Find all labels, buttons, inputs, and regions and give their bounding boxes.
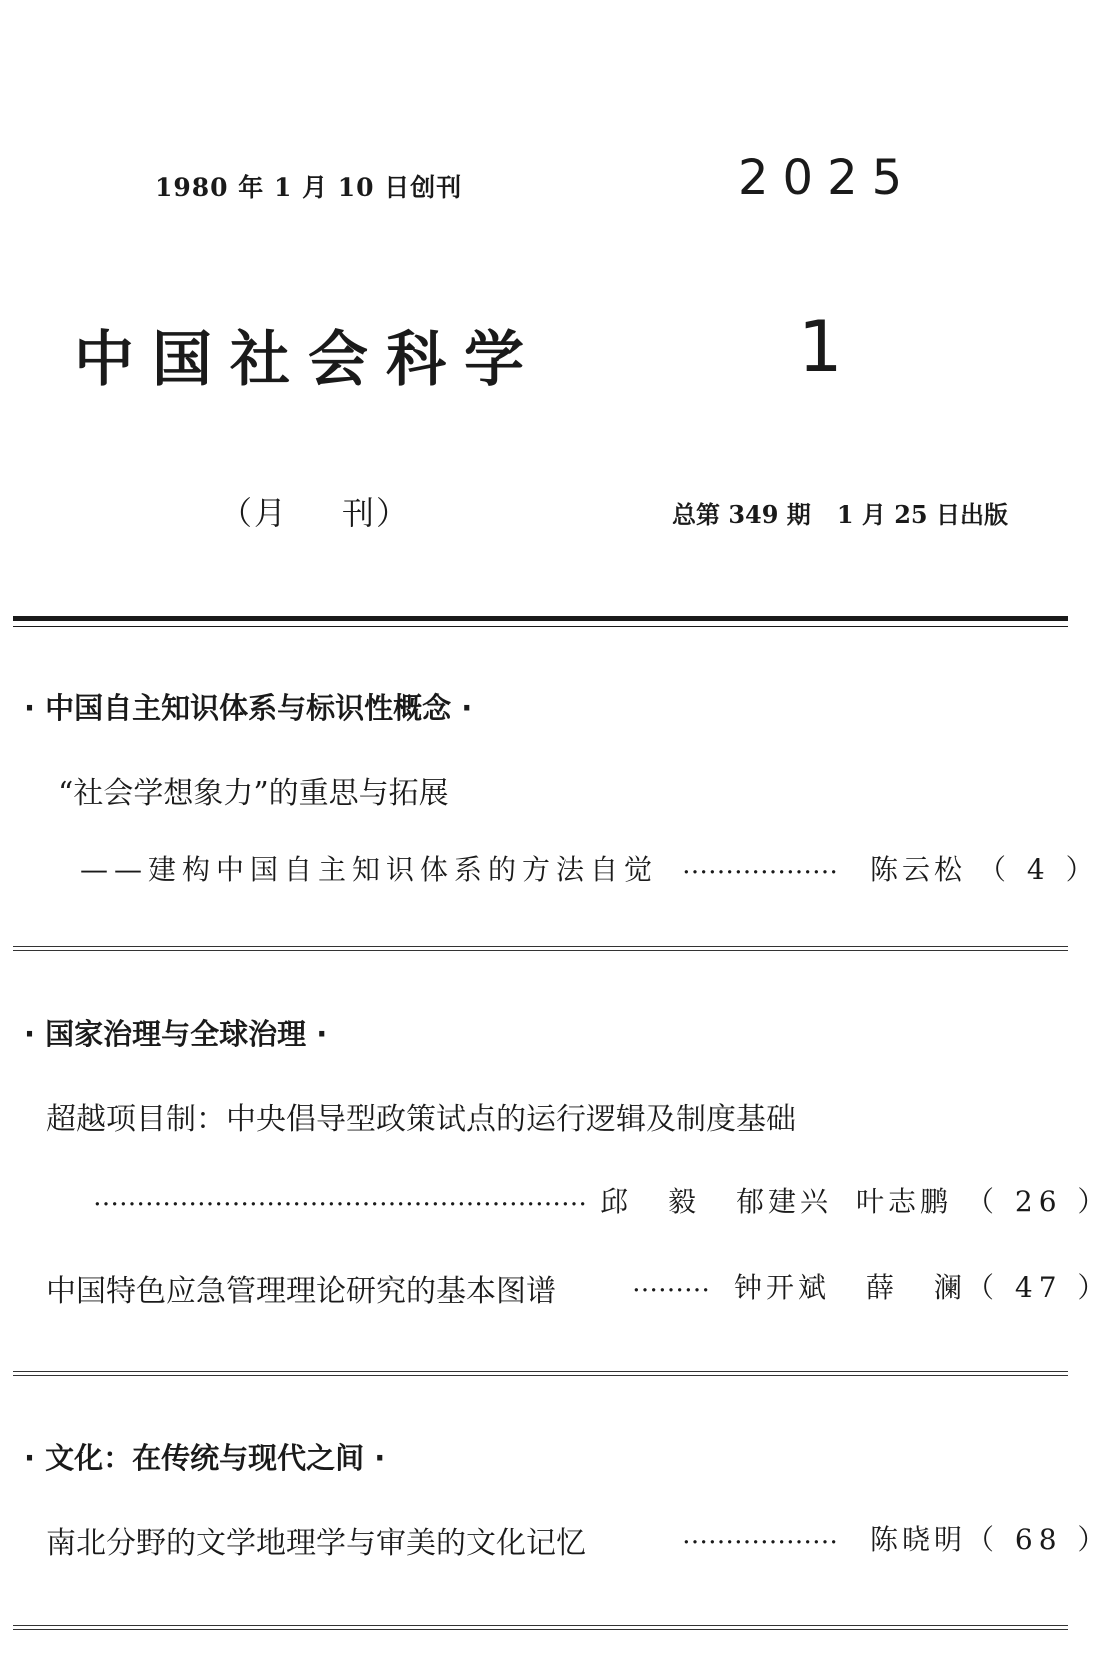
frequency-label-close: 刊） (342, 494, 411, 532)
publish-date: 1 月 25 日出版 (836, 500, 1008, 529)
section-heading: · 中国自主知识体系与标识性概念 · (24, 691, 473, 725)
article-subtitle: ——建构中国自主知识体系的方法自觉 (80, 853, 659, 886)
article-author: 叶志鹏 (856, 1185, 953, 1218)
section-heading: · 国家治理与全球治理 · (24, 1017, 328, 1051)
founded-date: 1980 年 1 月 10 日创刊 (155, 173, 463, 202)
section-divider (13, 1625, 1068, 1630)
issue-number: 1 (798, 306, 843, 388)
article-title: 超越项目制：中央倡导型政策试点的运行逻辑及制度基础 (46, 1102, 796, 1137)
page-number: （ 47 ） (966, 1271, 1111, 1304)
article-title: 南北分野的文学地理学与审美的文化记忆 (46, 1526, 586, 1561)
article-author: 陈晓明 (870, 1523, 967, 1556)
header-rule-thin (13, 626, 1068, 627)
toc-leader: ……… (632, 1268, 710, 1298)
article-author: 薛 (866, 1271, 899, 1304)
article-author: 陈云松 (870, 853, 967, 886)
page-number: （ 4 ） (978, 853, 1100, 886)
total-issue: 总第 349 期 (672, 500, 811, 529)
page-number: （ 26 ） (966, 1185, 1111, 1218)
section-divider (13, 946, 1068, 951)
frequency-label (220, 488, 410, 534)
article-author: 钟开斌 (734, 1271, 831, 1304)
header-rule-thick (13, 616, 1068, 621)
article-author: 毅 (668, 1185, 701, 1218)
article-authors (600, 1180, 952, 1220)
section-heading: · 文化：在传统与现代之间 · (24, 1441, 386, 1475)
article-author: 郁建兴 (736, 1185, 833, 1218)
article-author: 邱 (600, 1185, 633, 1218)
journal-title: 中国社会科学 (74, 325, 542, 395)
article-title: 中国特色应急管理理论研究的基本图谱 (46, 1274, 556, 1309)
volume-year: 2025 (738, 150, 917, 206)
article-author: 澜 (934, 1271, 967, 1304)
article-title: “社会学想象力”的重思与拓展 (58, 776, 449, 811)
section-divider (13, 1371, 1068, 1376)
article-authors (734, 1266, 966, 1306)
toc-leader: ……………… (682, 850, 838, 880)
toc-leader: ………………………………………………… (93, 1182, 587, 1212)
page-number: （ 68 ） (966, 1523, 1111, 1556)
issue-info (672, 495, 1008, 530)
frequency-label-open: （月 (220, 494, 289, 532)
toc-leader: ……………… (682, 1520, 838, 1550)
